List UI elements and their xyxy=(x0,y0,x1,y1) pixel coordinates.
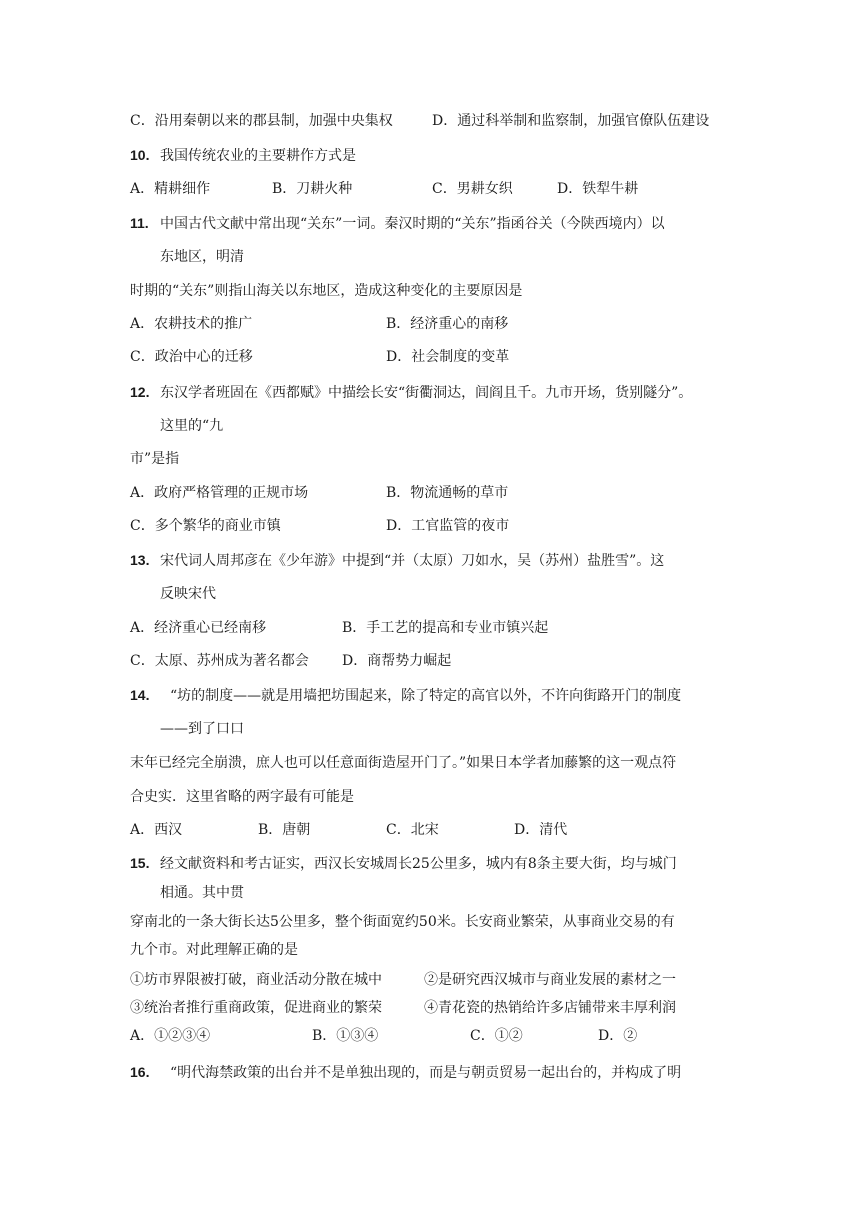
option-a: A．政府严格管理的正规市场 xyxy=(130,485,309,501)
option-c: C．北宋 xyxy=(386,822,439,838)
option-c: C．政治中心的迁移 xyxy=(130,349,253,365)
question-text: “明代海禁政策的出台并不是单独出现的，而是与朝贡贸易一起出台的，并构成了明 xyxy=(170,1065,682,1081)
question-15-cont3: 九个市。对此理解正确的是 xyxy=(130,942,298,958)
option-b: B．唐朝 xyxy=(258,822,311,838)
question-12-cont: 这里的“九 xyxy=(160,418,224,434)
option-d: D．② xyxy=(598,1028,638,1044)
option-a: A．①②③④ xyxy=(130,1028,211,1044)
option-a: A．西汉 xyxy=(130,822,183,838)
option-c: C．男耕女织 xyxy=(432,181,513,197)
item-3: ③统治者推行重商政策，促进商业的繁荣 xyxy=(130,1000,382,1016)
option-d: D．社会制度的变革 xyxy=(386,349,510,365)
question-11-cont2: 时期的“关东”则指山海关以东地区，造成这种变化的主要原因是 xyxy=(130,283,523,299)
item-2: ②是研究西汉城市与商业发展的素材之一 xyxy=(424,972,676,988)
item-1: ①坊市界限被打破，商业活动分散在城中 xyxy=(130,972,382,988)
question-14-cont: ——到了口口 xyxy=(160,721,244,737)
option-b: B．①③④ xyxy=(312,1028,379,1044)
question-number: 14. xyxy=(130,687,150,703)
option-c: C．多个繁华的商业市镇 xyxy=(130,518,281,534)
question-14 xyxy=(130,685,681,706)
question-12-cont2: 市”是指 xyxy=(130,451,180,467)
question-text: 我国传统农业的主要耕作方式是 xyxy=(160,148,356,164)
question-10 xyxy=(130,145,356,166)
question-13-cont: 反映宋代 xyxy=(160,586,216,602)
question-text: 中国古代文献中常出现“关东”一词。秦汉时期的“关东”指函谷关（今陕西境内）以 xyxy=(160,216,665,232)
option-d: D．商帮势力崛起 xyxy=(342,653,452,669)
question-text: 经文献资料和考古证实，西汉长安城周长25公里多，城内有8条主要大街，均与城门 xyxy=(160,856,677,872)
question-text: 宋代词人周邦彦在《少年游》中提到“并（太原）刀如水，吴（苏州）盐胜雪”。这 xyxy=(160,553,665,569)
option-c: C．①② xyxy=(470,1028,523,1044)
question-16 xyxy=(130,1062,681,1083)
option-a: A．精耕细作 xyxy=(130,181,211,197)
question-number: 10. xyxy=(130,147,150,163)
question-number: 15. xyxy=(130,855,150,871)
option-b: B．经济重心的南移 xyxy=(386,316,509,332)
option-d: D．清代 xyxy=(514,822,568,838)
item-4: ④青花瓷的热销给许多店铺带来丰厚利润 xyxy=(424,1000,676,1016)
option-d: D．工官监管的夜市 xyxy=(386,518,510,534)
option-a: A．经济重心已经南移 xyxy=(130,620,267,636)
option-b: B．手工艺的提高和专业市镇兴起 xyxy=(342,620,549,636)
question-11 xyxy=(130,213,665,234)
question-15-cont: 相通。其中贯 xyxy=(160,885,244,901)
question-14-cont2: 末年已经完全崩溃，庶人也可以任意面街造屋开门了。”如果日本学者加藤繁的这一观点符 xyxy=(130,755,677,771)
option-b: B．物流通畅的草市 xyxy=(386,485,509,501)
question-text: 东汉学者班固在《西都赋》中描绘长安“街衢洞达，闾阎且千。九市开场，货别隧分”。 xyxy=(160,385,693,401)
question-number: 13. xyxy=(130,552,150,568)
question-12 xyxy=(130,382,692,403)
option-c: C．太原、苏州成为著名都会 xyxy=(130,653,309,669)
question-11-cont: 东地区，明清 xyxy=(160,249,244,265)
question-15-cont2: 穿南北的一条大街长达5公里多，整个街面宽约50米。长安商业繁荣，从事商业交易的有 xyxy=(130,914,675,930)
q9-option-c: C．沿用秦朝以来的郡县制，加强中央集权 xyxy=(130,113,393,129)
question-number: 12. xyxy=(130,384,150,400)
question-15 xyxy=(130,853,677,874)
q9-option-d: D．通过科举制和监察制，加强官僚队伍建设 xyxy=(432,113,710,129)
option-a: A．农耕技术的推广 xyxy=(130,316,253,332)
option-b: B．刀耕火种 xyxy=(272,181,353,197)
question-number: 16. xyxy=(130,1064,150,1080)
question-13 xyxy=(130,550,664,571)
question-14-cont3: 合史实．这里省略的两字最有可能是 xyxy=(130,789,354,805)
option-d: D．铁犁牛耕 xyxy=(557,181,639,197)
question-number: 11. xyxy=(130,215,149,231)
question-text: “坊的制度——就是用墙把坊围起来，除了特定的高官以外，不许向街路开门的制度 xyxy=(170,688,682,704)
